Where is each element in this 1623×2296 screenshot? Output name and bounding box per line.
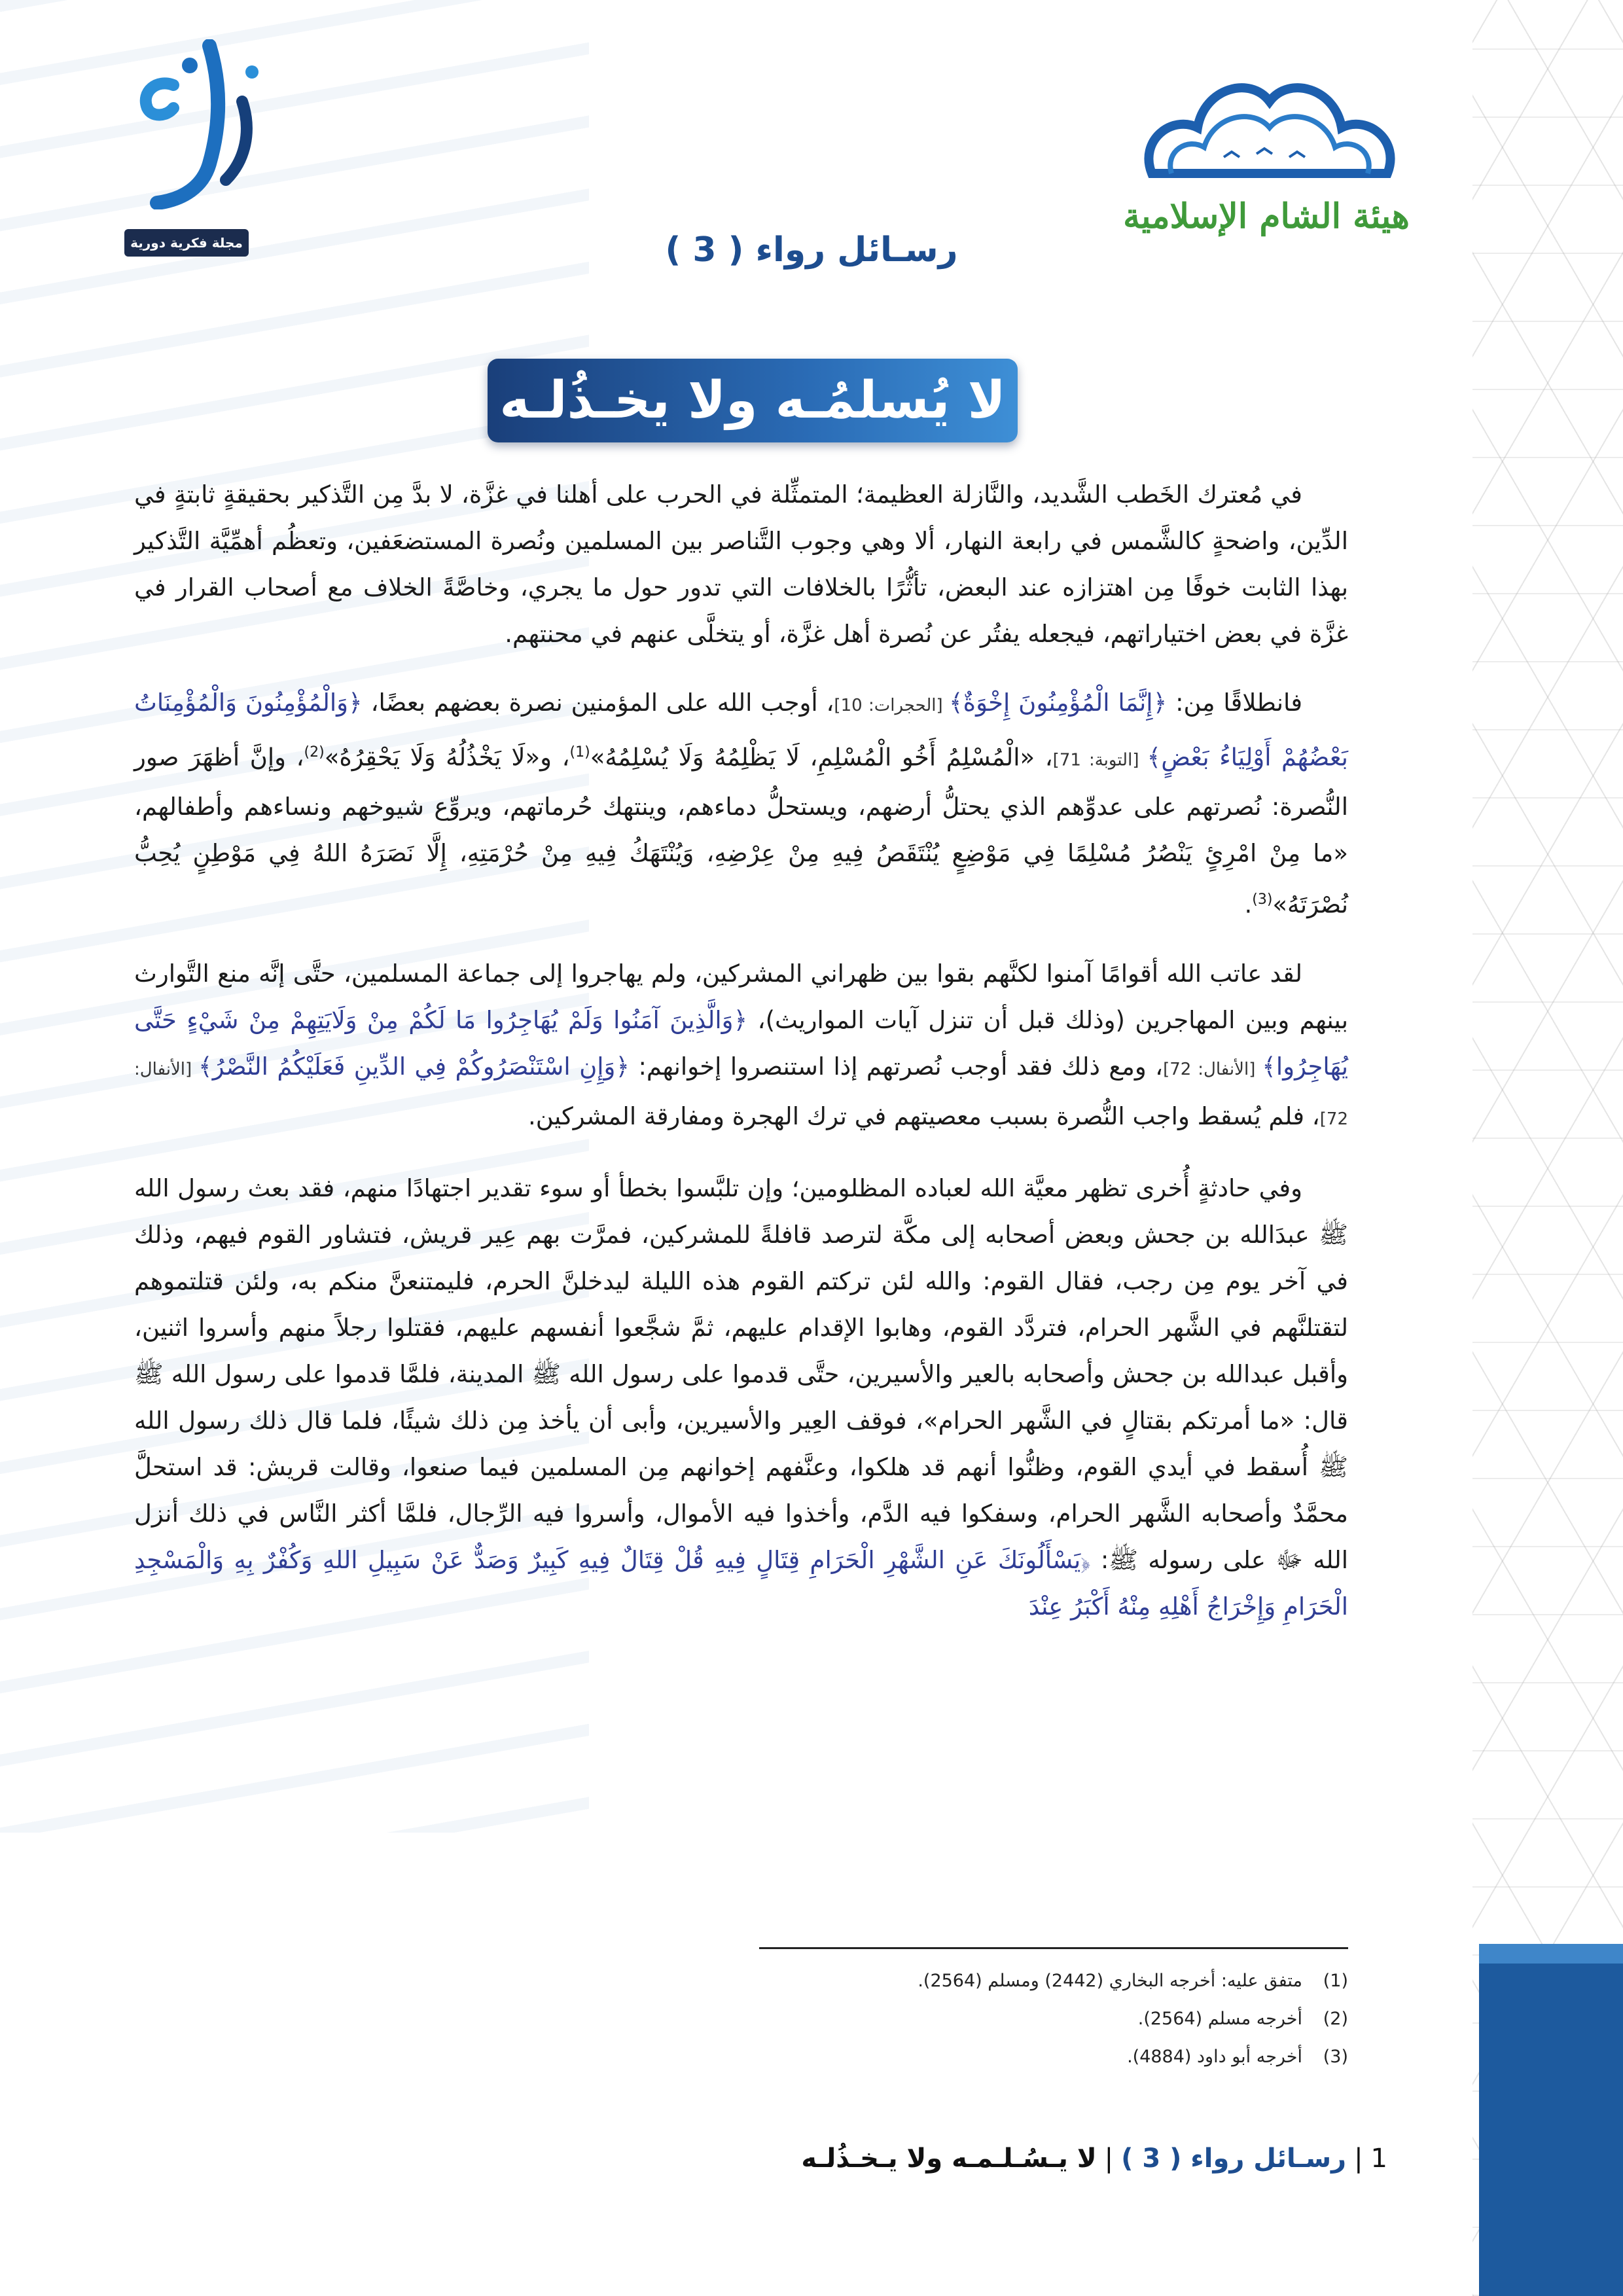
paragraph-text: ، أوجب الله على المؤمنين نصرة بعضهم بعضًا، bbox=[362, 689, 834, 717]
page-number: 1 bbox=[1370, 2144, 1387, 2174]
footnote-marker: (3) bbox=[1252, 891, 1273, 908]
article-title: لا يُسلمُـه ولا يخـذُلـه bbox=[499, 371, 1006, 430]
hayaa-logo bbox=[1113, 62, 1420, 265]
corner-accent-bar bbox=[1479, 1964, 1623, 2296]
hayaa-logo-text: هيئة الشام الإسلامية bbox=[1123, 196, 1410, 236]
footnote-marker: (2) bbox=[304, 744, 325, 761]
quran-verse: ﴿وَالَّذِينَ آمَنُوا وَلَمْ يُهَاجِرُوا مَا لَكُمْ مِنْ وَلَايَتِهِمْ مِنْ شَيْءٍ حَتَّى يُهَاجِرُوا﴾ bbox=[134, 1005, 1348, 1081]
footnote-item bbox=[134, 2038, 1348, 2076]
verse-reference: [الأنفال: 72] bbox=[1163, 1059, 1262, 1079]
page-footer bbox=[524, 2144, 1387, 2183]
paragraph bbox=[134, 1165, 1348, 1630]
paragraph-text: ، ومع ذلك فقد أوجب نُصرتهم إذا استنصروا إخوانهم: bbox=[630, 1052, 1164, 1081]
footer-separator: | bbox=[1354, 2144, 1363, 2174]
corner-accent-light bbox=[1479, 1944, 1623, 1964]
footnote-number: (1) bbox=[1323, 1971, 1348, 1991]
footnote-text: أخرجه مسلم (2564). bbox=[1137, 2009, 1302, 2029]
article-title-banner bbox=[488, 359, 1018, 442]
footnote-marker: (1) bbox=[569, 744, 590, 761]
footnotes bbox=[134, 1962, 1348, 2076]
rawaa-tagline: مجلة فكرية دورية bbox=[124, 229, 249, 257]
footnote-number: (3) bbox=[1323, 2047, 1348, 2067]
paragraph-text: ، وإنَّ أظهَرَ صور النُّصرة: نُصرتهم على عدوِّهم الذي يحتلُّ أرضهم، ويستحلُّ دماءهم، وينتهك حُرماتهم، ويروِّع شيوخهم ونساءهم وأطفالهم، «ما مِنْ امْرِئٍ يَنْصُرُ مُسْلِمًا فِي مَوْضِعٍ يُنْتَقَصُ فِيهِ مِنْ عِرْضِهِ، وَيُنْتَهَكُ فِيهِ مِنْ حُرْمَتِهِ، إِلَّا نَصَرَهُ اللهُ فِي مَوْطِنٍ يُحِبُّ نُصْرَتَهُ» bbox=[134, 743, 1348, 919]
verse-reference: [الحجرات: 10] bbox=[834, 696, 949, 715]
paragraph bbox=[134, 679, 1348, 928]
paragraph bbox=[134, 471, 1348, 657]
paragraph-text: وفي حادثةٍ أُخرى تظهر معيَّة الله لعباده المظلومين؛ وإن تلبَّسوا بخطأ أو سوء تقدير اجتهادًا منهم، فقد بعث رسول الله ﷺ عبدَالله بن جحش وبعض أصحابه إلى مكَّة لترصد قافلةً للمشركين، فمرَّت بهم عِير قريش، فتشاور القوم فيهم، وذلك في آخر يوم مِن رجب، فقال القوم: والله لئن تركتم القوم هذه الليلة ليدخلنَّ الحرم، فليمتنعنَّ منكم به، ولئن قتلتموهم لتقتلنَّهم في الشَّهر الحرام، فتردَّد القوم، وهابوا الإقدام عليهم، ثمَّ شجَّعوا أنفسهم عليهم، فقتلوا رجلاً منهم وأسروا اثنين، وأقبل عبدالله بن جحش وأصحابه بالعير والأسيرين، حتَّى قدموا على رسول الله ﷺ المدينة، فلمَّا قدموا على رسول الله ﷺ قال: «ما أمرتكم بقتالٍ في الشَّهر الحرام»، فوقف العِير والأسيرين، وأبى أن يأخذ مِن ذلك شيئًا، فلما قال ذلك رسول الله ﷺ أُسقط في أيدي القوم، وظنُّوا أنهم قد هلكوا، وعنَّفهم إخوانهم مِن المسلمين فيما صنعوا، وقالت قريش: قد استحلَّ محمَّدٌ وأصحابه الشَّهر الحرام، وسفكوا فيه الدَّم، وأخذوا فيه الأموال، وأسروا فيه الرِّجال، فلمَّا أكثر النَّاس في ذلك أنزل الله ﷻ على رسوله ﷺ: bbox=[134, 1174, 1348, 1574]
paragraph-text: ، فلم يُسقط واجب النُّصرة بسبب معصيتهم في ترك الهجرة ومفارقة المشركين. bbox=[528, 1102, 1320, 1130]
footer-title: لا يـسُـلـمـه ولا يـخـذُلـه bbox=[801, 2144, 1097, 2174]
footnote-item bbox=[134, 1962, 1348, 2000]
paragraph bbox=[134, 950, 1348, 1143]
paragraph-text: . bbox=[1244, 890, 1253, 919]
verse-reference: [الأنفال: 72] bbox=[134, 1059, 1348, 1129]
paragraph-text: فانطلاقًا مِن: bbox=[1167, 689, 1303, 717]
footnote-item bbox=[134, 2000, 1348, 2038]
paragraph-text: ، و«لَا يَخْذُلُهُ وَلَا يَحْقِرُهُ» bbox=[324, 743, 570, 772]
footnote-number: (2) bbox=[1323, 2009, 1348, 2029]
rawaa-logo-icon bbox=[111, 39, 268, 209]
paragraph-text: ، «الْمُسْلِمُ أَخُو الْمُسْلِمِ، لَا يَظْلِمُهُ وَلَا يُسْلِمُهُ» bbox=[590, 743, 1053, 772]
rawaa-logo bbox=[98, 39, 288, 262]
footer-separator: | bbox=[1104, 2144, 1114, 2174]
footer-series: رسـائل رواء ( 3 ) bbox=[1121, 2144, 1347, 2174]
paragraph-text: لقد عاتب الله أقوامًا آمنوا لكنَّهم بقوا بين ظهراني المشركين، ولم يهاجروا إلى جماعة المسلمين، حتَّى إنَّه منع التَّوارث بينهم وبين المهاجرين (وذلك قبل أن تنزل آيات المواريث)، bbox=[134, 959, 1348, 1034]
footnote-rule bbox=[759, 1947, 1348, 1949]
footnote-text: متفق عليه: أخرجه البخاري (2442) ومسلم (2564). bbox=[918, 1971, 1302, 1991]
article-body bbox=[134, 471, 1348, 1652]
quran-verse: ﴿وَإِنِ اسْتَنْصَرُوكُمْ فِي الدِّينِ فَعَلَيْكُمُ النَّصْرُ﴾ bbox=[198, 1052, 630, 1081]
series-title: رسـائل رواء ( 3 ) bbox=[665, 230, 958, 270]
paragraph-text: في مُعترك الخَطب الشَّديد، والنَّازلة العظيمة؛ المتمثِّلة في الحرب على أهلنا في غزَّة، لا بدَّ مِن التَّذكير بحقيقةٍ ثابتةٍ في الدِّين، واضحةٍ كالشَّمس في رابعة النهار، ألا وهي وجوب التَّناصر بين المسلمين ونُصرة المستضعَفين، وتعظُم أهمِّيَّة التَّذكير بهذا الثابت خوفًا مِن اهتزازه عند البعض، تأثُّرًا بالخلافات التي تدور حول ما يجري، وخاصَّةً الخلاف مع أصحاب القرار في غزَّة في بعض اختياراتهم، فيجعله يفتُر عن نُصرة أهل غزَّة، أو يتخلَّى عنهم في محنتهم. bbox=[134, 480, 1348, 648]
quran-verse: ﴿وَالْمُؤْمِنُونَ وَالْمُؤْمِنَاتُ بَعْضُهُمْ أَوْلِيَاءُ بَعْضٍ﴾ bbox=[134, 689, 1348, 772]
quran-verse: ﴿إِنَّمَا الْمُؤْمِنُونَ إِخْوَةٌ﴾ bbox=[949, 689, 1168, 717]
quran-verse: ﴿يَسْأَلُونَكَ عَنِ الشَّهْرِ الْحَرَامِ قِتَالٍ فِيهِ قُلْ قِتَالٌ فِيهِ كَبِيرٌ وَصَدٌّ عَنْ سَبِيلِ اللهِ وَكُفْرٌ بِهِ وَالْمَسْجِدِ الْحَرَامِ وَإِخْرَاجُ أَهْلِهِ مِنْهُ أَكْبَرُ عِنْدَ bbox=[134, 1545, 1348, 1621]
footnote-text: أخرجه أبو داود (4884). bbox=[1127, 2047, 1302, 2067]
verse-reference: [التوبة: 71] bbox=[1052, 750, 1147, 770]
